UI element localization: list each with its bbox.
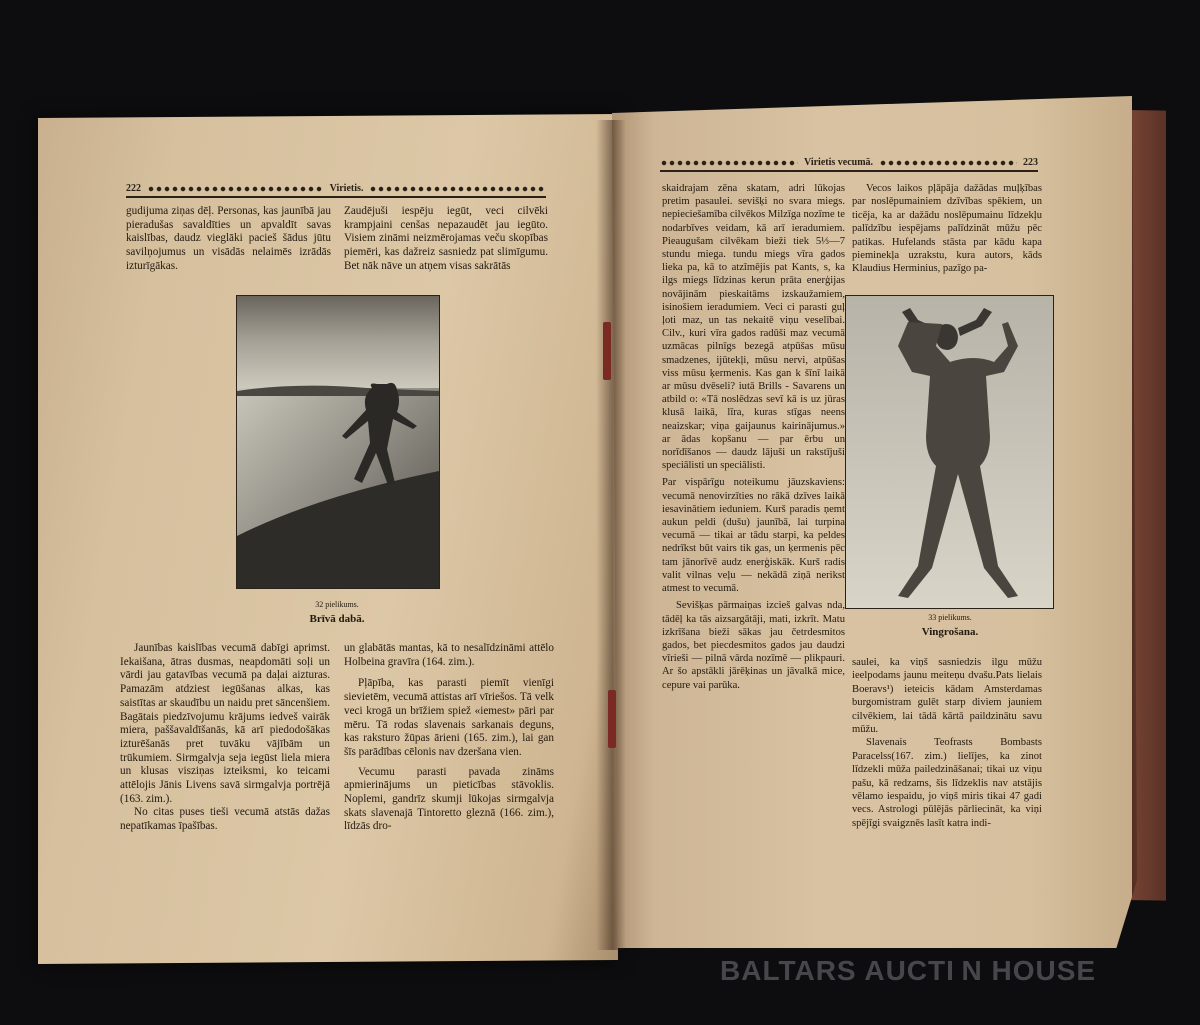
book-spine [596,120,626,950]
left-col1-top-text [126,205,331,274]
header-ornament [147,185,324,193]
right-col2-bottom-text [852,656,1042,830]
left-col2-top-text [344,205,548,274]
figure-number: 32 pielikums. [315,600,359,609]
photo-illustration [846,296,1053,608]
header-rule [660,170,1038,172]
left-running-title: Virietis. [329,183,364,194]
right-page-number: 223 [1023,157,1038,168]
figure-title: Vingrošana. [921,626,979,638]
figure-32-caption [236,600,438,625]
right-running-title: Virietis vecumā. [803,157,874,168]
photo-vingrosana [845,295,1054,609]
paragraph: skaidrajam zēna skatam, adri lūkojas pretim pasaulei. sevišķi no svara miegs. nepieciešamība cilvēkos Milzīga nozīme te nodarbīves veidam, kā arī ieradumiem. Pieaugušam cilvēkam bieži tiek 5⅓—7 stundu miega. tundu miegs vīra gados lieka pa, kā to atzīmējis pat Kants, s, ka ilgs miegs līdzinas kerun prāta enerģijas novājinām pieskaitāms izskaužamiem, isinošiem ieradumiem. Veci ci parasti guļ ļoti maz, un tas nekaitē viņu veselībai. Cilv., kuri vīra gados radūši maz vecumā uzmācas pilnīgs bezegā atpūšas mūsu smadzenes, ijūtekļi, mūsu nervi, atpūšas viss mūsu ķermenis. Kas gan k šīnī laikā ar mūsu dvēseli? iutā Brills - Savarens un atbild o: «Tā noslēdzas sevī kā is uz jūras klusā laikā, līra, kuras stīgas neens neaizskar; viņa gaijaunus kairinājumus.» ar ādas kopšanu — par ērbu un norīdīšanos — daudz lājuši un rakstījuši speciālisti un speciālisti. [662,183,845,472]
watermark-text: BALTARS AUCTI N HOUSE [720,955,1097,986]
paragraph: saulei, ka viņš sasniedzis ilgu mūžu ieelpodams jaunu meiteņu dvašu.Pats lielais Boeravs¹) ieteicis kādam Amsterdamas burgomistram gulēt starp diviem jauniem cilvēkiem, lai tādā kārtā paildzinātu savu mūžu. [852,657,1042,736]
figure-number: 33 pielikums. [928,613,972,622]
paragraph: Pļāpība, kas parasti piemīt vienīgi sievietēm, vecumā attistas arī vīriešos. Tā velk veci krogā un brīžiem spiež «iemest» pāri par mēru. Tā rodas slavenais sarkanais deguns, kas raksturo žūpas ārieni (165. zim.), lai gan šīs parādības cēlonis nav dzeršana vien. [344,677,554,758]
paragraph: Vecos laikos pļāpāja dažādas muļķības par noslēpumainiem dzīvības spēkiem, un ticēja, ka ar dažādu noslēpumainu līdzekļu palīdzību iespējams palīdzināt mūžu pēc patikas. Hufelands stāsta par kādu kapa pieminekļa uzrakstu, kura autors, kāds Klaudius Herminius, pazīgo pa- [852,183,1042,275]
figure-33-caption [855,613,1045,638]
right-col1-text [662,182,845,692]
auction-house-watermark [720,955,1096,987]
photo-brivaa-dabaa [236,295,440,589]
paragraph: No citas puses tieši vecumā atstās dažas nepatīkamas īpašības. [120,806,330,833]
staple-top [603,322,611,380]
header-rule [126,196,546,198]
paragraph: Vecumu parasti pavada zināms apmierinājums un pieticības stāvoklis. Noplemi, gandrīz skumji lūkojas sirmgalvja skats slavenajā Tintoretto gleznā (166. zim.), līdzās dro- [344,765,554,833]
paragraph: Zaudējuši iespēju iegūt, veci cilvēki krampjaini cenšas nepazaudēt jau iegūto. Visiem zināmi neizmērojamas veču skopības piemēri, kas dažreiz sasniedz pat slimīgumu. Bet nāk nāve un atņem visas sakrātās [344,205,548,272]
left-col2-bottom-text [344,642,554,834]
left-page-number: 222 [126,183,141,194]
right-col2-top-text [852,182,1042,276]
paragraph: Par vispārīgu noteikumu jāuzskaviens: vecumā nenovirzīties no rākā dzīves laikā iesavinātiem ieduniem. Kurš paradis ņemt aukun peldi (dušu) jaunībā, lai turpina vecumā — tikai ar tādu starpi, ka peldes nedrīkst būt vairs tik gas, un ķermenis pēc tam jānorīvē audz enerģiskāk. Kurš radis valit vilnas veļu — nekādā ziņā nerikst atmest to vecumā. [662,477,845,595]
paragraph: Sevišķas pārmaiņas izcieš galvas nda, tādēļ ka tās aizsargātāji, mati, izkrīt. Matu izkrīšana bieži sākas jau četrdesmitos gados, bet piecdesmitos gados jau daudzi vīrieši — pilnā vārda nozīmē — plikpauri. Ar šo apstākli jārēķinas un jāvalkā mice, cepure vai parūka. [662,600,845,691]
paragraph: Slavenais Teofrasts Bombasts Paracelss(167. zim.) lielījes, ka zinot līdzekli mūža pailedzināšanai; tikai uz viņu pašu, kā redzams, šis līdzeklis nav atstājis vēlamo iespaidu, jo viņš miris tikai 47 gadi vecs. Astrologi pūlējās pārliecināt, ka viņi spējīgi svaigznēs lasīt katra indi- [852,737,1042,829]
header-ornament [369,185,546,193]
photo-illustration [237,296,439,588]
paragraph: gudijuma ziņas dēļ. Personas, kas jaunībā jau pieradušas savaldīties un apvaldīt savas kaislības, daudz vieglāki pacieš šādus jūtu savilņojumus un visādās nelaimēs izrādās izturīgākas. [126,205,331,272]
paragraph: Jaunības kaislības vecumā dabīgi aprimst. Iekaišana, ātras dusmas, neapdomāti soļi un vārdi jau gatavības vecumā pa daļai aizturas. Pamazām atdziest iegūšanas alkas, kas saistītas ar skaudību un naidu pret sāncenšiem. Bagātais piedzīvojumu krājums iedveš vairāk miera, paššavaldīšanās, kā arī piedodošākas izturēšanās pret tuvāku vājībām un trūkumiem. Sirmgalvja seja iegūst liela miera un klusas visziņas izteiksmi, ko teicami attēlojis Jānis Livens savā sirmgalvja portrējā (163. zim.). [120,642,330,805]
left-running-header [126,183,546,194]
left-col1-bottom-text [120,642,330,834]
right-running-header [660,157,1038,168]
paragraph: un glabātās mantas, kā to nesalīdzināmi attēlo Holbeina gravīra (164. zim.). [344,642,554,668]
figure-title: Brīvā dabā. [309,613,365,625]
staple-bottom [608,690,616,748]
header-ornament [660,159,798,167]
header-ornament [879,159,1017,167]
